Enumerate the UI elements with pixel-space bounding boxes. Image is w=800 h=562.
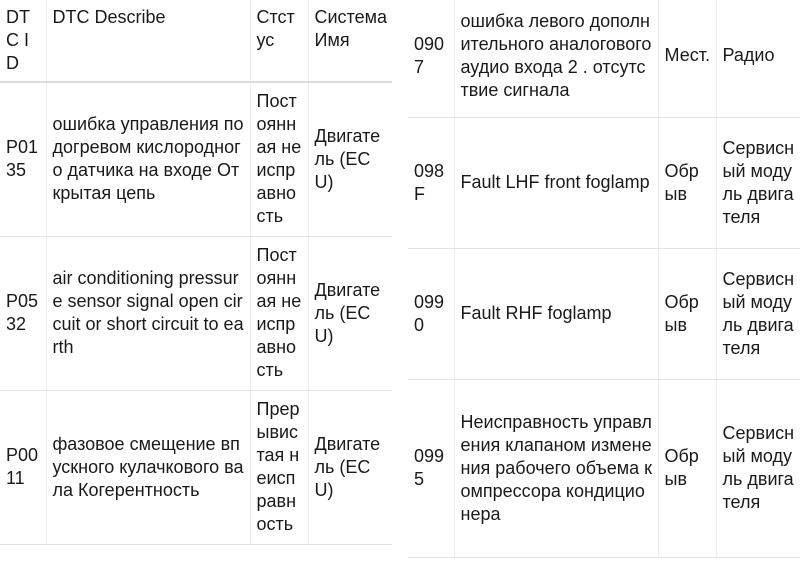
table-row[interactable] xyxy=(408,248,800,379)
dtc-status-cell: Постоянная неисправность xyxy=(250,82,308,236)
dtc-status-cell: Обрыв xyxy=(658,248,716,379)
dtc-id-cell: P0532 xyxy=(0,236,46,390)
dtc-system-cell: Сервисный модуль двигателя xyxy=(716,248,800,379)
header-status: Стстус xyxy=(250,0,308,82)
dtc-status-cell: Обрыв xyxy=(658,379,716,557)
table-row[interactable] xyxy=(408,117,800,248)
dtc-status-cell: Постоянная неисправность xyxy=(250,236,308,390)
dtc-id-cell: 0995 xyxy=(408,379,454,557)
dtc-system-cell: Сервисный модуль двигателя xyxy=(716,117,800,248)
dtc-describe-cell: Fault RHF foglamp xyxy=(454,248,658,379)
table-row[interactable] xyxy=(0,390,392,544)
dtc-describe-cell: ошибка левого дополнительного аналогового аудио входа 2 . отсутствие сигнала xyxy=(454,0,658,117)
dtc-id-cell: 0907 xyxy=(408,0,454,117)
table-row[interactable] xyxy=(408,0,800,117)
table-row[interactable] xyxy=(0,82,392,236)
dtc-system-cell: Сервисный модуль двигателя xyxy=(716,379,800,557)
dtc-id-cell: 0990 xyxy=(408,248,454,379)
dtc-table-left xyxy=(0,0,392,545)
dtc-describe-cell: Fault LHF front foglamp xyxy=(454,117,658,248)
table-header-row xyxy=(0,0,392,82)
dtc-system-cell: Двигатель (ECU) xyxy=(308,82,392,236)
table-row[interactable] xyxy=(408,379,800,557)
dtc-id-cell: P0135 xyxy=(0,82,46,236)
dtc-table-panel-right[interactable] xyxy=(408,0,800,562)
dtc-describe-cell: air conditioning pressure sensor signal open circuit or short circuit to earth xyxy=(46,236,250,390)
dtc-status-cell: Мест. xyxy=(658,0,716,117)
dtc-describe-cell: фазовое смещение впускного кулачкового вала Когерентность xyxy=(46,390,250,544)
dtc-id-cell: P0011 xyxy=(0,390,46,544)
dtc-table-panel-left[interactable] xyxy=(0,0,392,562)
header-dtc-describe: DTC Describe xyxy=(46,0,250,82)
dtc-system-cell: Двигатель (ECU) xyxy=(308,390,392,544)
dtc-describe-cell: Неисправность управления клапаном изменения рабочего объема компрессора кондиционера xyxy=(454,379,658,557)
header-system-name: Система Имя xyxy=(308,0,392,82)
table-row[interactable] xyxy=(0,236,392,390)
dtc-id-cell: 098F xyxy=(408,117,454,248)
dtc-describe-cell: ошибка управления подогревом кислородного датчика на входе Открытая цепь xyxy=(46,82,250,236)
dtc-status-cell: Прерывистая неисправность xyxy=(250,390,308,544)
dtc-status-cell: Обрыв xyxy=(658,117,716,248)
dtc-system-cell: Двигатель (ECU) xyxy=(308,236,392,390)
header-dtc-id: DTC ID xyxy=(0,0,46,82)
dtc-table-right xyxy=(408,0,800,558)
dtc-system-cell: Радио xyxy=(716,0,800,117)
